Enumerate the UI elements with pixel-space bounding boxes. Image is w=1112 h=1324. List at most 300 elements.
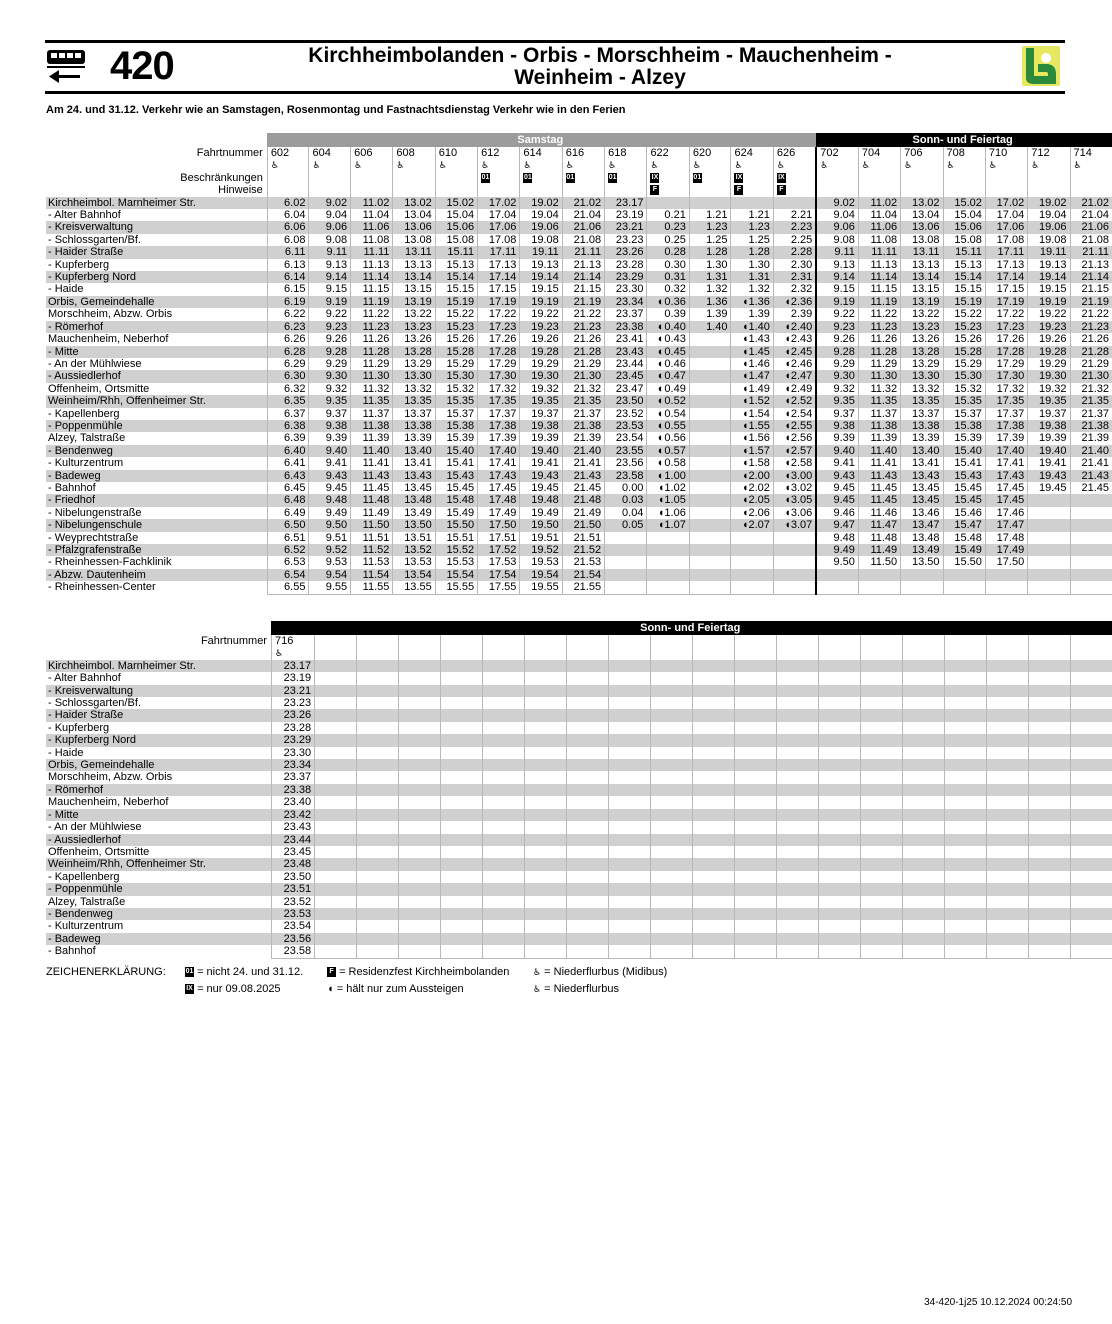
departure-time: 13.29: [901, 358, 943, 370]
departure-time: 17.37: [985, 408, 1027, 420]
departure-time: [689, 445, 731, 457]
label-hinweise: Hinweise: [218, 184, 263, 197]
departure-time: 11.41: [858, 457, 900, 469]
departure-time: [818, 759, 860, 771]
stop-name: - Rheinhessen-Fachklinik: [48, 556, 172, 569]
departure-time: 21.02: [1070, 197, 1112, 209]
departure-time: 15.38: [435, 420, 477, 432]
departure-time: [1070, 494, 1112, 506]
restriction-icon: 01: [524, 173, 532, 181]
stop-name: - Poppenmühle: [46, 420, 267, 432]
lowfloor-icon: [650, 647, 692, 659]
departure-time: [441, 697, 483, 709]
departure-time: 19.50: [520, 519, 562, 531]
departure-time: ◖2.56: [773, 432, 816, 444]
departure-time: 11.08: [858, 234, 900, 246]
lowfloor-icon: [944, 647, 986, 659]
departure-time: 19.08: [520, 234, 562, 246]
departure-time: 15.30: [943, 370, 985, 382]
departure-time: 19.22: [520, 308, 562, 320]
restriction-icon: 01: [608, 173, 617, 181]
departure-time: 19.08: [1028, 234, 1070, 246]
legend-ix-text: = nur 09.08.2025: [197, 983, 281, 995]
departure-time: [776, 821, 818, 833]
departure-time: [776, 697, 818, 709]
departure-time: 11.29: [351, 358, 393, 370]
departure-time: [986, 697, 1028, 709]
departure-time: [441, 908, 483, 920]
departure-time: 19.23: [1028, 321, 1070, 333]
departure-time: 9.35: [309, 395, 351, 407]
departure-time: [689, 532, 731, 544]
departure-time: 11.40: [858, 445, 900, 457]
legend-f: [327, 966, 509, 978]
departure-time: [567, 697, 609, 709]
departure-time: ◖1.49: [731, 383, 773, 395]
lowfloor-icon: ♿: [901, 159, 943, 171]
table-row: [46, 519, 1112, 531]
departure-time: 21.02: [562, 197, 604, 209]
departure-time: [315, 784, 357, 796]
restriction-cell: [901, 172, 943, 184]
lowfloor-icon: [609, 647, 651, 659]
table-row: [46, 432, 1112, 444]
table-row: [46, 569, 1112, 581]
departure-time: 13.48: [393, 494, 435, 506]
departure-time: [734, 858, 776, 870]
departure-time: [1070, 747, 1112, 759]
departure-time: [525, 945, 567, 958]
table-row: [46, 672, 1112, 684]
departure-time: [818, 908, 860, 920]
departure-time: [986, 784, 1028, 796]
departure-time: 11.46: [858, 507, 900, 519]
departure-time: [357, 709, 399, 721]
departure-time: 1.30: [731, 259, 773, 271]
departure-time: 23.43: [605, 346, 647, 358]
departure-time: ◖2.57: [773, 445, 816, 457]
departure-time: [483, 933, 525, 945]
operator-logo: [1022, 46, 1060, 86]
departure-time: 23.50: [605, 395, 647, 407]
departure-time: [858, 581, 900, 594]
departure-time: 21.14: [1070, 271, 1112, 283]
departure-time: 19.28: [520, 346, 562, 358]
departure-time: 0.21: [647, 209, 689, 221]
departure-time: [441, 834, 483, 846]
departure-time: [1028, 896, 1070, 908]
legend-lowfloor-text: = Niederflurbus: [544, 983, 620, 995]
departure-time: ◐0.47: [647, 370, 689, 382]
departure-time: [1070, 933, 1112, 945]
departure-time: 2.28: [773, 246, 816, 258]
departure-time: [483, 920, 525, 932]
departure-time: 9.28: [309, 346, 351, 358]
stop-name: - Haider Straße: [46, 709, 271, 721]
table-row: [46, 581, 1112, 594]
departure-time: [944, 747, 986, 759]
departure-time: 9.49: [816, 544, 858, 556]
departure-time: 6.49: [267, 507, 309, 519]
departure-time: [944, 734, 986, 746]
departure-time: 9.40: [309, 445, 351, 457]
departure-time: [1028, 709, 1070, 721]
departure-time: [860, 796, 902, 808]
departure-time: [860, 809, 902, 821]
departure-time: [1070, 709, 1112, 721]
lowfloor-icon: [1028, 647, 1070, 659]
departure-time: 1.21: [689, 209, 731, 221]
departure-time: [609, 821, 651, 833]
departure-time: [986, 821, 1028, 833]
departure-time: [902, 771, 944, 783]
departure-time: [1070, 858, 1112, 870]
departure-time: 6.22: [267, 308, 309, 320]
hint-icon: F: [734, 185, 743, 195]
departure-time: 23.56: [605, 457, 647, 469]
departure-time: [1028, 933, 1070, 945]
departure-time: [689, 581, 731, 594]
lowfloor-bus-icon: ♿: [533, 984, 542, 994]
departure-time: [692, 685, 734, 697]
trip-number: 618: [605, 147, 647, 159]
departure-time: [483, 858, 525, 870]
departure-time: 17.26: [985, 333, 1027, 345]
table-row: [46, 759, 1112, 771]
departure-time: [986, 945, 1028, 958]
departure-time: 13.46: [901, 507, 943, 519]
departure-time: 17.22: [985, 308, 1027, 320]
departure-time: 17.26: [478, 333, 520, 345]
departure-time: 15.48: [435, 494, 477, 506]
departure-time: 15.55: [435, 581, 477, 594]
departure-time: [1070, 660, 1112, 672]
departure-time: 21.39: [562, 432, 604, 444]
lowfloor-icon: [818, 647, 860, 659]
departure-time: [986, 933, 1028, 945]
departure-time: 19.14: [1028, 271, 1070, 283]
departure-time: [609, 920, 651, 932]
restriction-cell: [562, 172, 604, 184]
legend-title: ZEICHENERKLÄRUNG:: [46, 966, 166, 978]
hint-cell: [605, 184, 647, 196]
departure-time: 21.11: [562, 246, 604, 258]
departure-time: [315, 809, 357, 821]
departure-time: [315, 759, 357, 771]
table-row: [46, 834, 1112, 846]
departure-time: 9.55: [309, 581, 351, 594]
stop-name: - Rheinhessen-Center: [48, 581, 156, 594]
table-row: [46, 507, 1112, 519]
route-title-line2: Weinheim - Alzey: [514, 66, 686, 89]
departure-time: [692, 784, 734, 796]
departure-time: 13.26: [393, 333, 435, 345]
legend-midibus: [533, 966, 667, 978]
departure-time: 11.48: [858, 532, 900, 544]
timetable-main: [46, 133, 1112, 595]
departure-time: 2.25: [773, 234, 816, 246]
departure-time: 15.40: [943, 445, 985, 457]
table-row: [46, 556, 1112, 568]
departure-time: [650, 796, 692, 808]
departure-time: 1.39: [689, 308, 731, 320]
departure-time: 19.35: [1028, 395, 1070, 407]
label-blank: [46, 647, 271, 659]
departure-time: ◖1.46: [731, 358, 773, 370]
departure-time: [647, 197, 689, 209]
departure-time: [776, 809, 818, 821]
table-row: [46, 709, 1112, 721]
trip-number: [776, 635, 818, 647]
departure-time: [986, 871, 1028, 883]
departure-time: 19.04: [1028, 209, 1070, 221]
departure-time: [441, 771, 483, 783]
departure-time: [776, 858, 818, 870]
departure-time: 13.19: [393, 296, 435, 308]
departure-time: [902, 933, 944, 945]
departure-time: [483, 945, 525, 958]
departure-time: 17.43: [985, 470, 1027, 482]
departure-time: 19.30: [1028, 370, 1070, 382]
departure-time: 6.35: [267, 395, 309, 407]
hint-cell: [1028, 184, 1070, 196]
departure-time: 13.45: [901, 494, 943, 506]
departure-time: 11.38: [858, 420, 900, 432]
departure-time: [858, 569, 900, 581]
departure-time: 21.54: [562, 569, 604, 581]
departure-time: 19.55: [520, 581, 562, 594]
departure-time: 17.49: [478, 507, 520, 519]
table-row: [46, 408, 1112, 420]
departure-time: 19.49: [520, 507, 562, 519]
departure-time: 23.26: [271, 709, 314, 721]
departure-time: [1070, 771, 1112, 783]
departure-time: 9.32: [816, 383, 858, 395]
hint-cell: [267, 184, 309, 196]
departure-time: 9.22: [816, 308, 858, 320]
departure-time: 11.48: [351, 494, 393, 506]
departure-time: 19.48: [520, 494, 562, 506]
departure-time: [399, 821, 441, 833]
departure-time: [818, 771, 860, 783]
lowfloor-icon: [441, 647, 483, 659]
departure-time: 23.21: [605, 221, 647, 233]
departure-time: [567, 809, 609, 821]
departure-time: [943, 569, 985, 581]
departure-time: [483, 796, 525, 808]
stop-name: Mauchenheim, Neberhof: [48, 333, 169, 346]
departure-time: 21.26: [562, 333, 604, 345]
departure-time: ◖2.00: [731, 470, 773, 482]
lowfloor-icon: ♿: [562, 159, 604, 171]
departure-time: 17.55: [478, 581, 520, 594]
departure-time: 21.41: [562, 457, 604, 469]
departure-time: 0.31: [647, 271, 689, 283]
restriction-cell: [309, 172, 351, 184]
departure-time: 6.11: [267, 246, 309, 258]
departure-time: [986, 858, 1028, 870]
departure-time: [357, 920, 399, 932]
departure-time: 13.47: [901, 519, 943, 531]
restriction-cell: [985, 172, 1027, 184]
departure-time: 15.13: [943, 259, 985, 271]
departure-time: 17.19: [478, 296, 520, 308]
departure-time: [1028, 519, 1070, 531]
departure-time: [902, 672, 944, 684]
departure-time: 9.40: [816, 445, 858, 457]
departure-time: 1.28: [689, 246, 731, 258]
stop-name: - Badeweg: [46, 933, 271, 945]
departure-time: [689, 408, 731, 420]
departure-time: [773, 556, 816, 568]
departure-time: 9.22: [309, 308, 351, 320]
departure-time: [818, 933, 860, 945]
departure-time: [776, 747, 818, 759]
departure-time: [1028, 846, 1070, 858]
departure-time: 19.13: [520, 259, 562, 271]
departure-time: [1070, 532, 1112, 544]
departure-time: 11.51: [351, 532, 393, 544]
departure-time: 11.43: [351, 470, 393, 482]
departure-time: [689, 420, 731, 432]
departure-time: 17.30: [985, 370, 1027, 382]
lowfloor-icon: ♿: [478, 159, 520, 171]
departure-time: [692, 896, 734, 908]
departure-time: 19.51: [520, 532, 562, 544]
departure-time: [734, 871, 776, 883]
departure-time: [315, 846, 357, 858]
departure-time: 19.15: [520, 283, 562, 295]
departure-time: 21.43: [562, 470, 604, 482]
departure-time: 13.41: [901, 457, 943, 469]
table-row: [46, 259, 1112, 271]
departure-time: 9.11: [309, 246, 351, 258]
departure-time: 13.35: [393, 395, 435, 407]
departure-time: 17.47: [985, 519, 1027, 531]
table-row: [46, 321, 1112, 333]
lowfloor-icon: ♿: [520, 159, 562, 171]
departure-time: [609, 858, 651, 870]
trip-number: 602: [267, 147, 309, 159]
departure-time: [399, 796, 441, 808]
departure-time: 17.22: [478, 308, 520, 320]
departure-time: [986, 747, 1028, 759]
departure-time: [441, 722, 483, 734]
departure-time: 19.32: [520, 383, 562, 395]
restriction-cell: [478, 172, 520, 184]
departure-time: [1028, 660, 1070, 672]
departure-time: 9.14: [816, 271, 858, 283]
band-sunday: Sonn- und Feiertag: [816, 133, 1112, 147]
departure-time: [818, 883, 860, 895]
departure-time: 15.26: [435, 333, 477, 345]
lowfloor-icon: ♿: [985, 159, 1027, 171]
departure-time: 23.50: [271, 871, 314, 883]
departure-time: 0.05: [605, 519, 647, 531]
departure-time: [399, 771, 441, 783]
departure-time: [441, 920, 483, 932]
departure-time: [689, 395, 731, 407]
departure-time: 21.26: [1070, 333, 1112, 345]
departure-time: 6.14: [267, 271, 309, 283]
departure-time: [567, 709, 609, 721]
departure-time: 6.43: [267, 470, 309, 482]
departure-time: [483, 834, 525, 846]
departure-time: [567, 759, 609, 771]
departure-time: [734, 734, 776, 746]
stop-name: - Badeweg: [46, 470, 267, 482]
hint-cell: [309, 184, 351, 196]
departure-time: 11.40: [351, 445, 393, 457]
departure-time: [650, 759, 692, 771]
departure-time: ◖3.00: [773, 470, 816, 482]
stop-name: - Haide: [48, 283, 84, 296]
departure-time: [399, 846, 441, 858]
departure-time: 9.39: [816, 432, 858, 444]
departure-time: [944, 672, 986, 684]
departure-time: [1070, 722, 1112, 734]
hint-icon: F: [777, 185, 786, 195]
departure-time: 23.58: [605, 470, 647, 482]
departure-time: 13.53: [393, 556, 435, 568]
departure-time: [692, 821, 734, 833]
departure-time: 23.44: [271, 834, 314, 846]
departure-time: [944, 722, 986, 734]
departure-time: [734, 945, 776, 958]
departure-time: [860, 871, 902, 883]
departure-time: [692, 734, 734, 746]
departure-time: [441, 858, 483, 870]
restriction-cell: [520, 172, 562, 184]
stop-name: - Kupferberg: [48, 258, 110, 271]
departure-time: [734, 759, 776, 771]
departure-time: 19.04: [520, 209, 562, 221]
departure-time: [647, 532, 689, 544]
departure-time: 0.39: [647, 308, 689, 320]
departure-time: 6.02: [267, 197, 309, 209]
departure-time: 15.38: [943, 420, 985, 432]
departure-time: 9.30: [309, 370, 351, 382]
table-row: [46, 544, 1112, 556]
departure-time: [1070, 809, 1112, 821]
table-row: [46, 722, 1112, 734]
departure-time: [860, 945, 902, 958]
departure-time: 19.19: [520, 296, 562, 308]
departure-time: 11.50: [351, 519, 393, 531]
trip-number: 710: [985, 147, 1027, 159]
restriction-cell: [435, 172, 477, 184]
departure-time: [567, 933, 609, 945]
departure-time: [650, 709, 692, 721]
table-row: [46, 445, 1112, 457]
departure-time: 11.45: [351, 482, 393, 494]
table-row: [46, 771, 1112, 783]
table-row: [46, 858, 1112, 870]
stop-name: Alzey, Talstraße: [48, 432, 126, 445]
departure-time: [773, 569, 816, 581]
departure-time: 13.26: [901, 333, 943, 345]
departure-time: 1.25: [689, 234, 731, 246]
departure-time: [1028, 494, 1070, 506]
departure-time: [650, 734, 692, 746]
departure-time: 21.41: [1070, 457, 1112, 469]
departure-time: [609, 883, 651, 895]
departure-time: [525, 697, 567, 709]
departure-time: [441, 896, 483, 908]
departure-time: 11.13: [858, 259, 900, 271]
departure-time: [357, 846, 399, 858]
departure-time: 9.15: [309, 283, 351, 295]
